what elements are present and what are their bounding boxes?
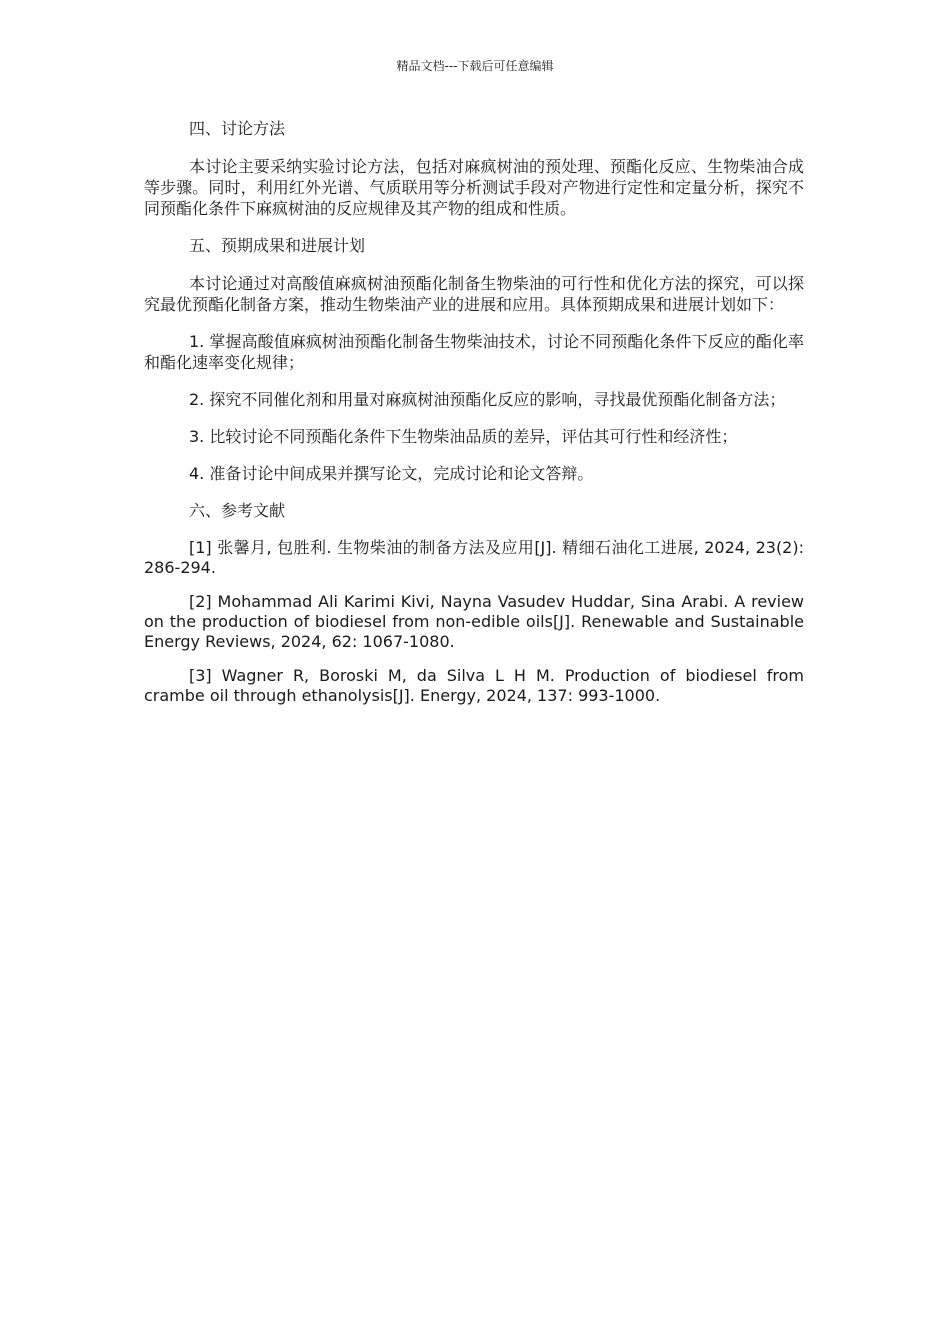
section-heading-expected: 五、预期成果和进展计划 xyxy=(189,236,366,255)
section-body-expected: 本讨论通过对高酸值麻疯树油预酯化制备生物柴油的可行性和优化方法的探究，可以探究最优预酯化制备方案，推动生物柴油产业的进展和应用。具体预期成果和进展计划如下： xyxy=(144,274,804,314)
reference-item-3: [3] Wagner R, Boroski M, da Silva L H M. Production of biodiesel from crambe oil through ethanolysis[J]. Energy, 2024, 137: 993-1000. xyxy=(144,666,804,705)
document-body xyxy=(144,118,804,720)
section-heading-references: 六、参考文献 xyxy=(189,501,286,520)
plan-item-1: 1. 掌握高酸值麻疯树油预酯化制备生物柴油技术，讨论不同预酯化条件下反应的酯化率和酯化速率变化规律； xyxy=(144,332,804,372)
section-body-method: 本讨论主要采纳实验讨论方法，包括对麻疯树油的预处理、预酯化反应、生物柴油合成等步骤。同时，利用红外光谱、气质联用等分析测试手段对产物进行定性和定量分析，探究不同预酯化条件下麻疯树油的反应规律及其产物的组成和性质。 xyxy=(144,157,804,218)
reference-item-2: [2] Mohammad Ali Karimi Kivi, Nayna Vasudev Huddar, Sina Arabi. A review on the production of biodiesel from non-edible oils[J]. Renewable and Sustainable Energy Reviews, 2024, 62: 1067-1080. xyxy=(144,592,804,651)
page-header: 精品文档---下载后可任意编辑 xyxy=(396,59,554,73)
section-heading-method: 四、讨论方法 xyxy=(189,119,286,138)
plan-item-3: 3. 比较讨论不同预酯化条件下生物柴油品质的差异，评估其可行性和经济性； xyxy=(189,427,738,446)
plan-item-4: 4. 准备讨论中间成果并撰写论文，完成讨论和论文答辩。 xyxy=(189,464,594,483)
reference-item-1: [1] 张馨月, 包胜利. 生物柴油的制备方法及应用[J]. 精细石油化工进展, 2024, 23(2): 286-294. xyxy=(144,538,804,577)
plan-item-2: 2. 探究不同催化剂和用量对麻疯树油预酯化反应的影响，寻找最优预酯化制备方法； xyxy=(189,390,786,409)
